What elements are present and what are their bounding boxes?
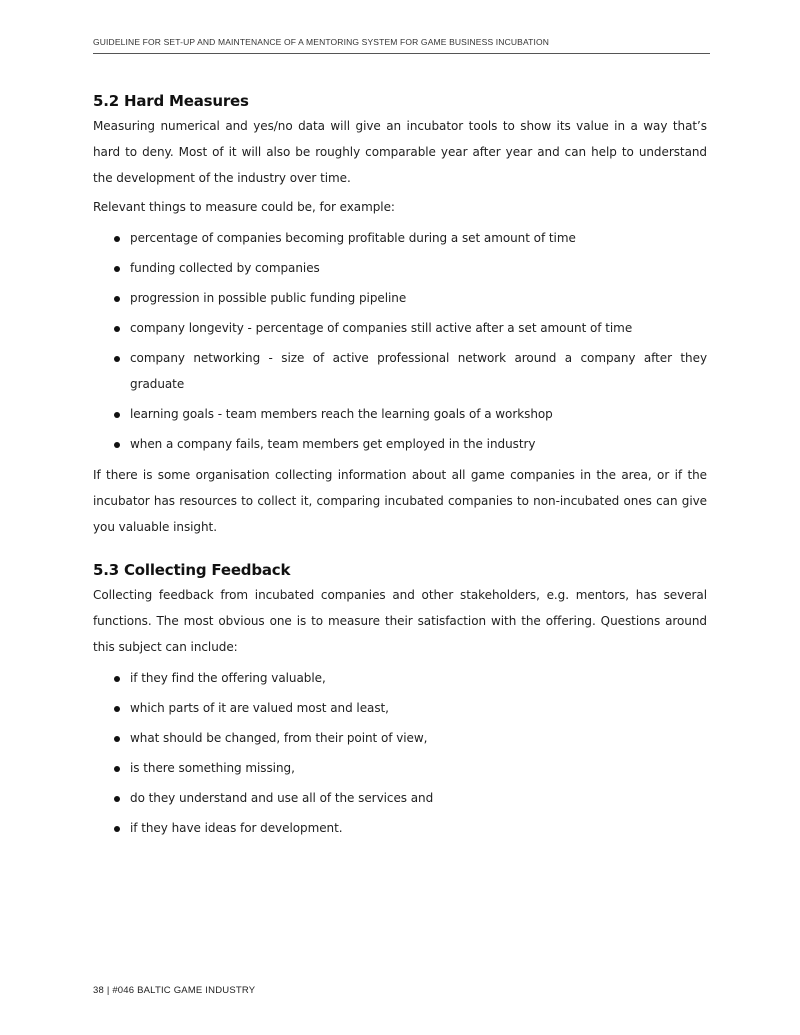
list-item: company longevity - percentage of companies still active after a set amount of time: [93, 315, 707, 341]
list-item: funding collected by companies: [93, 255, 707, 281]
list-item: what should be changed, from their point of view,: [93, 725, 707, 751]
bullet-list: [93, 665, 707, 841]
bullet-icon: [114, 706, 120, 712]
section-collecting-feedback: [93, 561, 707, 841]
section-heading: 5.2 Hard Measures: [93, 92, 249, 110]
bullet-icon: [114, 236, 120, 242]
list-item: do they understand and use all of the services and: [93, 785, 707, 811]
list-item: company networking - size of active professional network around a company after they graduate: [93, 345, 707, 397]
list-item: is there something missing,: [93, 755, 707, 781]
list-item: if they have ideas for development.: [93, 815, 707, 841]
bullet-icon: [114, 326, 120, 332]
bullet-icon: [114, 796, 120, 802]
section-heading: 5.3 Collecting Feedback: [93, 561, 291, 579]
list-item: which parts of it are valued most and least,: [93, 695, 707, 721]
bullet-icon: [114, 356, 120, 362]
page-number: 38: [93, 985, 104, 996]
footer-separator: |: [106, 985, 110, 996]
publication-title: #046 BALTIC GAME INDUSTRY: [112, 985, 256, 996]
bullet-icon: [114, 766, 120, 772]
bullet-icon: [114, 412, 120, 418]
paragraph: Measuring numerical and yes/no data will give an incubator tools to show its value in a way that’s hard to deny. Most of it will also be roughly comparable year after year and can help to understand the development of the industry over time.: [93, 119, 707, 185]
bullet-icon: [114, 826, 120, 832]
running-header-title: GUIDELINE FOR SET-UP AND MAINTENANCE OF A MENTORING SYSTEM FOR GAME BUSINESS INCUBATION: [93, 37, 550, 47]
section-hard-measures: [93, 92, 707, 540]
list-item: progression in possible public funding pipeline: [93, 285, 707, 311]
bullet-icon: [114, 736, 120, 742]
bullet-icon: [114, 296, 120, 302]
running-header: [93, 37, 710, 54]
bullet-icon: [114, 442, 120, 448]
bullet-icon: [114, 266, 120, 272]
paragraph: Collecting feedback from incubated companies and other stakeholders, e.g. mentors, has several functions. The most obvious one is to measure their satisfaction with the offering. Questions around this subject can include:: [93, 588, 707, 654]
paragraph: Relevant things to measure could be, for example:: [93, 200, 395, 214]
page-content: [93, 92, 707, 846]
bullet-icon: [114, 676, 120, 682]
list-item: if they find the offering valuable,: [93, 665, 707, 691]
list-item: learning goals - team members reach the learning goals of a workshop: [93, 401, 707, 427]
bullet-list: [93, 225, 707, 457]
list-item: when a company fails, team members get employed in the industry: [93, 431, 707, 457]
paragraph: If there is some organisation collecting information about all game companies in the area, or if the incubator has resources to collect it, comparing incubated companies to non-incubated ones can give you valuable insight.: [93, 468, 707, 534]
page-footer: [93, 985, 255, 996]
list-item: percentage of companies becoming profitable during a set amount of time: [93, 225, 707, 251]
